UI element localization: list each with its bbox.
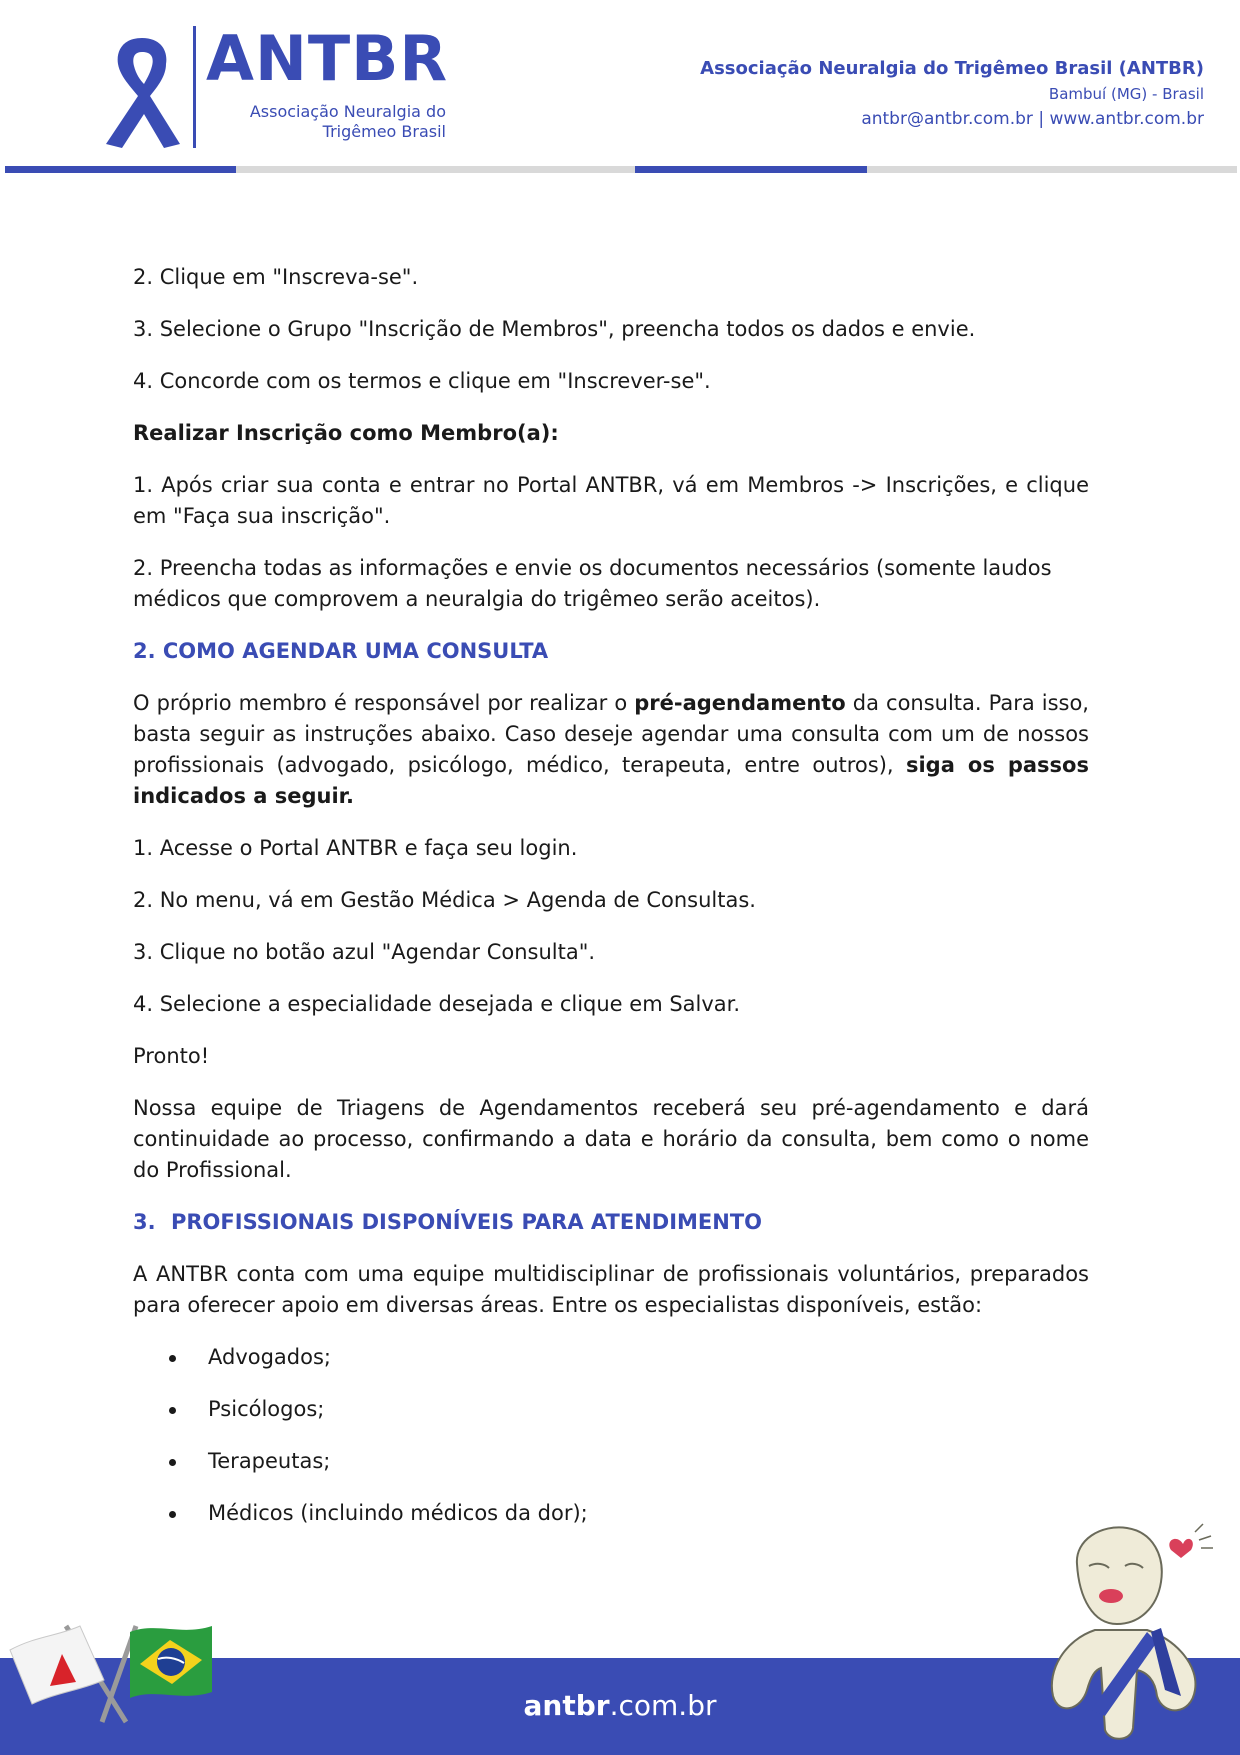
org-name: Associação Neuralgia do Trigêmeo Brasil (ANTBR) — [700, 58, 1204, 79]
logo-divider — [193, 26, 196, 148]
schedule-step: 3. Clique no botão azul "Agendar Consulta". — [133, 940, 596, 964]
logo-subtitle: Associação Neuralgia do Trigêmeo Brasil — [249, 102, 446, 141]
document-body — [133, 262, 1089, 1550]
list-item: Advogados; — [133, 1342, 1089, 1373]
org-info — [700, 56, 1204, 132]
professionals-list — [133, 1342, 1089, 1529]
footer-website: antbr.com.br — [523, 1689, 717, 1722]
list-item: Terapeutas; — [133, 1446, 1089, 1477]
list-item: Psicólogos; — [133, 1394, 1089, 1425]
section-2-closing: Nossa equipe de Triagens de Agendamentos receberá seu pré-agendamento e dará continuidade ao processo, confirmando a data e horário da consulta, bem como o nome do Profissional. — [133, 1096, 1089, 1182]
section-2-intro: O próprio membro é responsável por realizar o pré-agendamento da consulta. Para isso, basta seguir as instruções abaixo. Caso deseje agendar uma consulta com um de nossos profissionais (advogado, psicólogo, médico, terapeuta, entre outros), siga os passos indicados a seguir. — [133, 691, 1089, 808]
bullet-icon — [169, 1459, 176, 1466]
schedule-step: 1. Acesse o Portal ANTBR e faça seu login. — [133, 836, 578, 860]
page-header — [0, 0, 1240, 175]
register-step: 3. Selecione o Grupo "Inscrição de Membros", preencha todos os dados e envie. — [133, 317, 976, 341]
register-step: 2. Clique em "Inscreva-se". — [133, 265, 419, 289]
schedule-step: 4. Selecione a especialidade desejada e clique em Salvar. — [133, 992, 741, 1016]
section-3-title: 3. PROFISSIONAIS DISPONÍVEIS PARA ATENDIMENTO — [133, 1210, 763, 1234]
bullet-icon — [169, 1407, 176, 1414]
section-2-title: 2. COMO AGENDAR UMA CONSULTA — [133, 639, 549, 663]
member-step: 2. Preencha todas as informações e envie os documentos necessários (somente laudos médicos que comprovem a neuralgia do trigêmeo serão aceitos). — [133, 556, 1052, 611]
org-contact: antbr@antbr.com.br | www.antbr.com.br — [861, 109, 1204, 129]
bullet-icon — [169, 1355, 176, 1362]
done-text: Pronto! — [133, 1044, 210, 1068]
member-heading: Realizar Inscrição como Membro(a): — [133, 421, 559, 445]
logo-wordmark: ANTBR — [206, 22, 449, 95]
section-3-intro: A ANTBR conta com uma equipe multidisciplinar de profissionais voluntários, preparados para oferecer apoio em diversas áreas. Entre os especialistas disponíveis, estão: — [133, 1262, 1089, 1317]
org-city: Bambuí (MG) - Brasil — [1048, 85, 1204, 103]
schedule-step: 2. No menu, vá em Gestão Médica > Agenda de Consultas. — [133, 888, 756, 912]
member-step: 1. Após criar sua conta e entrar no Portal ANTBR, vá em Membros -> Inscrições, e clique em "Faça sua inscrição". — [133, 473, 1089, 528]
register-step: 4. Concorde com os termos e clique em "Inscrever-se". — [133, 369, 711, 393]
list-item: Médicos (incluindo médicos da dor); — [133, 1498, 1089, 1529]
header-stripes — [5, 166, 1237, 173]
bullet-icon — [169, 1511, 176, 1518]
awareness-ribbon-icon — [92, 32, 192, 152]
